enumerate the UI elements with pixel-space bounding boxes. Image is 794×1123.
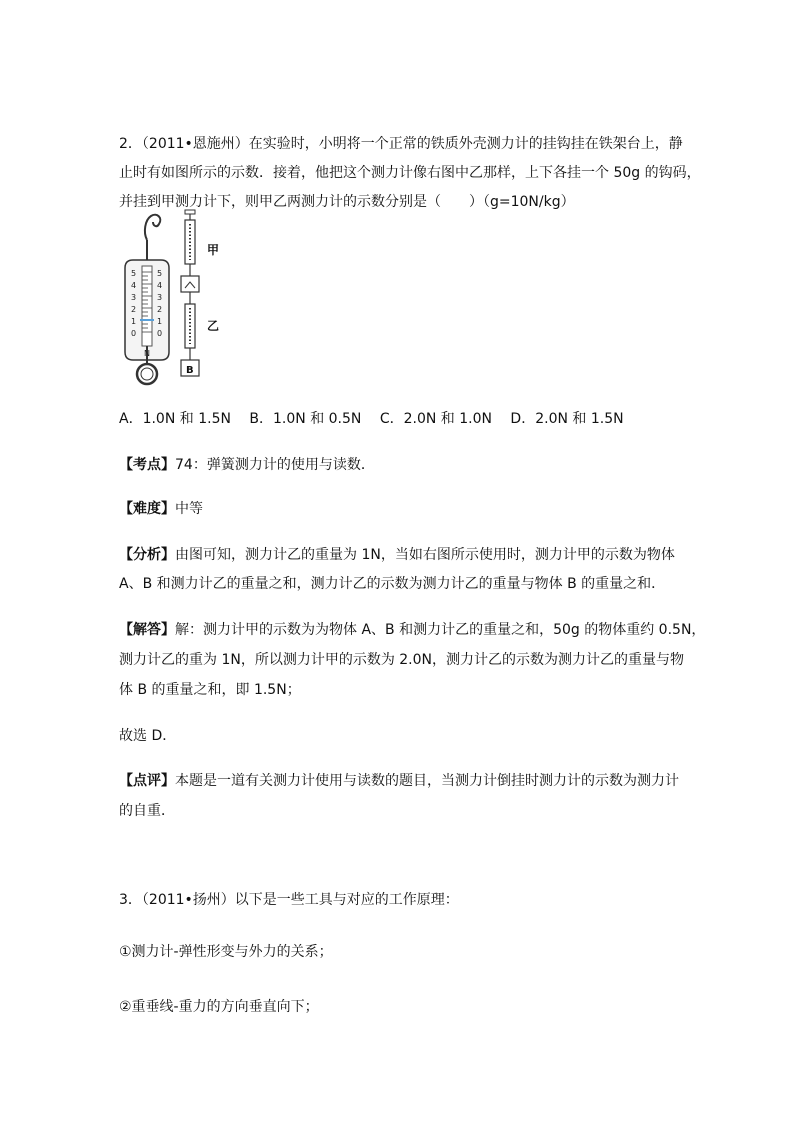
- q2-options: A．1.0N 和 1.5N B．1.0N 和 0.5N C．2.0N 和 1.0N D．2.0N 和 1.5N: [119, 411, 624, 427]
- scale-number: 1: [157, 317, 163, 326]
- hanging-setup: [181, 210, 199, 376]
- scale-number: 4: [131, 281, 137, 290]
- q3-item-1: ①测力计-弹性形变与外力的关系；: [119, 944, 333, 960]
- q2-dianping-line-1: [119, 771, 679, 791]
- scale-number: 2: [131, 305, 137, 314]
- nandu-tag: 【难度】: [119, 501, 175, 517]
- q2-fenxi-line-1: [119, 545, 675, 565]
- label-b: B: [186, 365, 194, 376]
- q2-stem-line-3: 并挂到甲测力计下，则甲乙两测力计的示数分别是（ ）（g=10N/kg）: [119, 194, 575, 210]
- scale-number: 2: [157, 305, 163, 314]
- q2-dianping-line-2: 的自重．: [119, 803, 175, 819]
- dianping-text-1: 本题是一道有关测力计使用与读数的题目，当测力计倒挂时测力计的示数为测力计: [175, 773, 679, 789]
- scale-number: 0: [131, 329, 137, 338]
- q2-fenxi-line-2: A、B 和测力计乙的重量之和，测力计乙的示数为测力计乙的重量与物体 B 的重量之和．: [119, 576, 666, 592]
- kaodian-text: 74：弹簧测力计的使用与读数．: [175, 457, 375, 473]
- scale-number: 5: [157, 269, 163, 278]
- fenxi-text-1: 由图可知，测力计乙的重量为 1N，当如右图所示使用时，测力计甲的示数为物体: [175, 547, 675, 563]
- kaodian-tag: 【考点】: [119, 457, 175, 473]
- jieda-tag: 【解答】: [119, 622, 175, 638]
- q2-guxuan: 故选 D．: [119, 728, 177, 744]
- scale-number: 3: [157, 293, 163, 302]
- scale-unit: N: [144, 349, 150, 358]
- label-yi: 乙: [207, 319, 220, 333]
- jieda-text-1: 解：测力计甲的示数为为物体 A、B 和测力计乙的重量之和，50g 的物体重约 0.5N，: [175, 622, 706, 638]
- q3-item-2: ②重垂线-重力的方向垂直向下；: [119, 999, 319, 1015]
- q2-stem-line-1: 2．（2011•恩施州）在实验时，小明将一个正常的铁质外壳测力计的挂钩挂在铁架台上，静: [119, 136, 683, 152]
- spring-scale-figure: [119, 206, 231, 386]
- q3-stem: 3．（2011•扬州）以下是一些工具与对应的工作原理：: [119, 892, 459, 908]
- nandu-text: 中等: [175, 501, 203, 517]
- q2-jieda-line-3: 体 B 的重量之和，即 1.5N；: [119, 682, 301, 698]
- label-jia: 甲: [207, 243, 220, 257]
- scale-number: 3: [131, 293, 137, 302]
- q2-jieda-line-1: [119, 620, 705, 640]
- scale-number: 1: [131, 317, 137, 326]
- dianping-tag: 【点评】: [119, 773, 175, 789]
- fenxi-tag: 【分析】: [119, 547, 175, 563]
- q2-stem-line-2: 止时有如图所示的示数．接着，他把这个测力计像右图中乙那样，上下各挂一个 50g 的钩码，: [119, 165, 701, 181]
- q2-kaodian: [119, 455, 375, 475]
- scale-number: 0: [157, 329, 163, 338]
- spring-scale-diagram: [119, 206, 231, 386]
- q2-nandu: [119, 499, 203, 519]
- scale-number: 5: [131, 269, 137, 278]
- q2-jieda-line-2: 测力计乙的重为 1N，所以测力计甲的示数为 2.0N，测力计乙的示数为测力计乙的重量与物: [119, 652, 685, 668]
- scale-number: 4: [157, 281, 163, 290]
